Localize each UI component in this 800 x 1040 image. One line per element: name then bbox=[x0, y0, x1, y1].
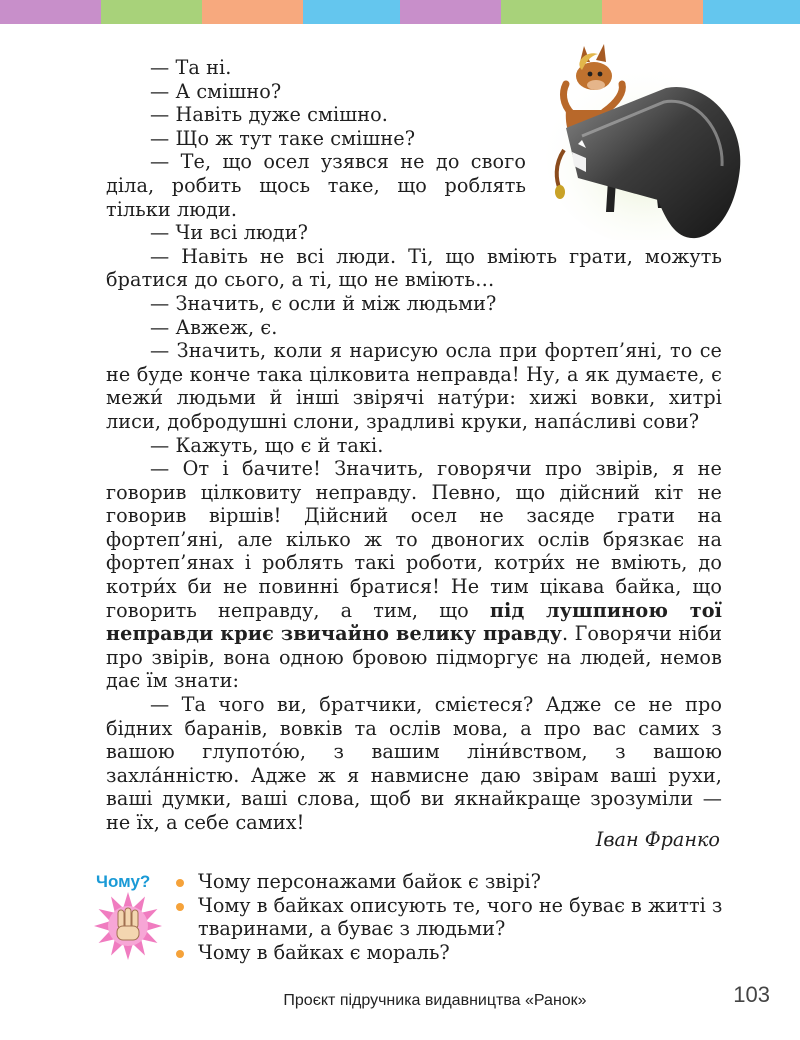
dialogue-line: — Кажуть, що є й такі. bbox=[150, 433, 384, 457]
dialogue-line: — Чи всі люди? bbox=[150, 221, 308, 245]
stripe-segment bbox=[703, 0, 800, 24]
question-text: Чому персонажами байок є звірі? bbox=[198, 870, 541, 893]
stripe-segment bbox=[101, 0, 202, 24]
page-number: 103 bbox=[733, 982, 770, 1007]
stripe-segment bbox=[303, 0, 400, 24]
dialogue-line: — Що ж тут таке смішне? bbox=[150, 126, 416, 150]
author-name: Іван Франко bbox=[595, 828, 720, 851]
bold-emphasis: під лушпиною тої неправди криє звичайно велику правду bbox=[106, 598, 722, 646]
dialogue-line: — Те, що осел узявся не до свого діла, робить щось таке, що роблять тільки люди. bbox=[106, 150, 526, 221]
stripe-segment bbox=[501, 0, 602, 24]
paragraph-text: — От і бачите! Значить, говорячи про звірів, я не говорив цілковиту неправду. Певно, що дійсний кіт не говорив віршів! Дійсний осел не засяде грати на фортеп’яні, але кілько ж то двоногих ослів брязкає на фортеп’янах і роблять такі роботи, котри́х не вміють, до котри́х би не повинні братися! Не тим цікава байка, що говорить неправду, а тим, що bbox=[106, 457, 722, 622]
dialogue-paragraph bbox=[106, 457, 722, 693]
pink-flower-three-fingers-icon bbox=[92, 890, 164, 962]
top-color-stripe bbox=[0, 0, 800, 24]
stripe-segment bbox=[202, 0, 303, 24]
bullet-dot-icon bbox=[176, 903, 184, 911]
bullet-dot-icon bbox=[176, 950, 184, 958]
stripe-segment bbox=[400, 0, 501, 24]
why-questions-list bbox=[172, 870, 732, 964]
why-label: Чому? bbox=[96, 872, 151, 891]
dialogue-line: — Та ні. bbox=[150, 56, 232, 79]
footer bbox=[0, 992, 800, 1010]
dialogue-line: — Значить, коли я нарисую осла при фортеп’яні, то се не буде конче така цілковита неправда! Ну, а як думаєте, є межи́ людьми й інші звірячі нату́ри: хижі вовки, хитрі лиси, добродушні слони, зрадливі круки, напа́сливі сови? bbox=[106, 339, 722, 433]
stripe-segment bbox=[0, 0, 101, 24]
dialogue-line: — А смішно? bbox=[150, 79, 282, 103]
dialogue-line: — Навіть не всі люди. Ті, що вміють грати, можуть братися до сього, а ті, що не вміють… bbox=[106, 244, 722, 292]
stripe-segment bbox=[602, 0, 703, 24]
dialogue-line: — Значить, є осли й між людьми? bbox=[150, 291, 497, 315]
question-item bbox=[172, 941, 732, 965]
question-text: Чому в байках описують те, чого не буває в житті з тваринами, а буває з людьми? bbox=[198, 893, 723, 941]
question-item bbox=[172, 870, 732, 894]
question-text: Чому в байках є мораль? bbox=[198, 940, 450, 964]
dialogue-line: — Навіть дуже смішно. bbox=[150, 103, 388, 127]
dialogue-line: — Авжеж, є. bbox=[150, 315, 278, 339]
dialogue-paragraph: — Та чого ви, братчики, смієтеся? Адже се не про бідних баранів, вовків та ослів мова, а про вас самих з вашою глупото́ю, з вашим ліни́вством, з вашою захла́нністю. Адже ж я навмисне даю звірам ваші рухи, ваші думки, ваші слова, щоб ви якнайкраще зрозуміли — не їх, а себе самих! bbox=[106, 693, 722, 834]
bullet-dot-icon bbox=[176, 879, 184, 887]
question-item bbox=[172, 894, 732, 941]
paragraph-text: . Говорячи ніби про звірів, вона одною бровою підморгує на людей, немов дає їм знати: bbox=[106, 622, 722, 693]
fable-text bbox=[106, 56, 722, 835]
footer-text: Проєкт підручника видавництва «Ранок» bbox=[283, 992, 587, 1009]
